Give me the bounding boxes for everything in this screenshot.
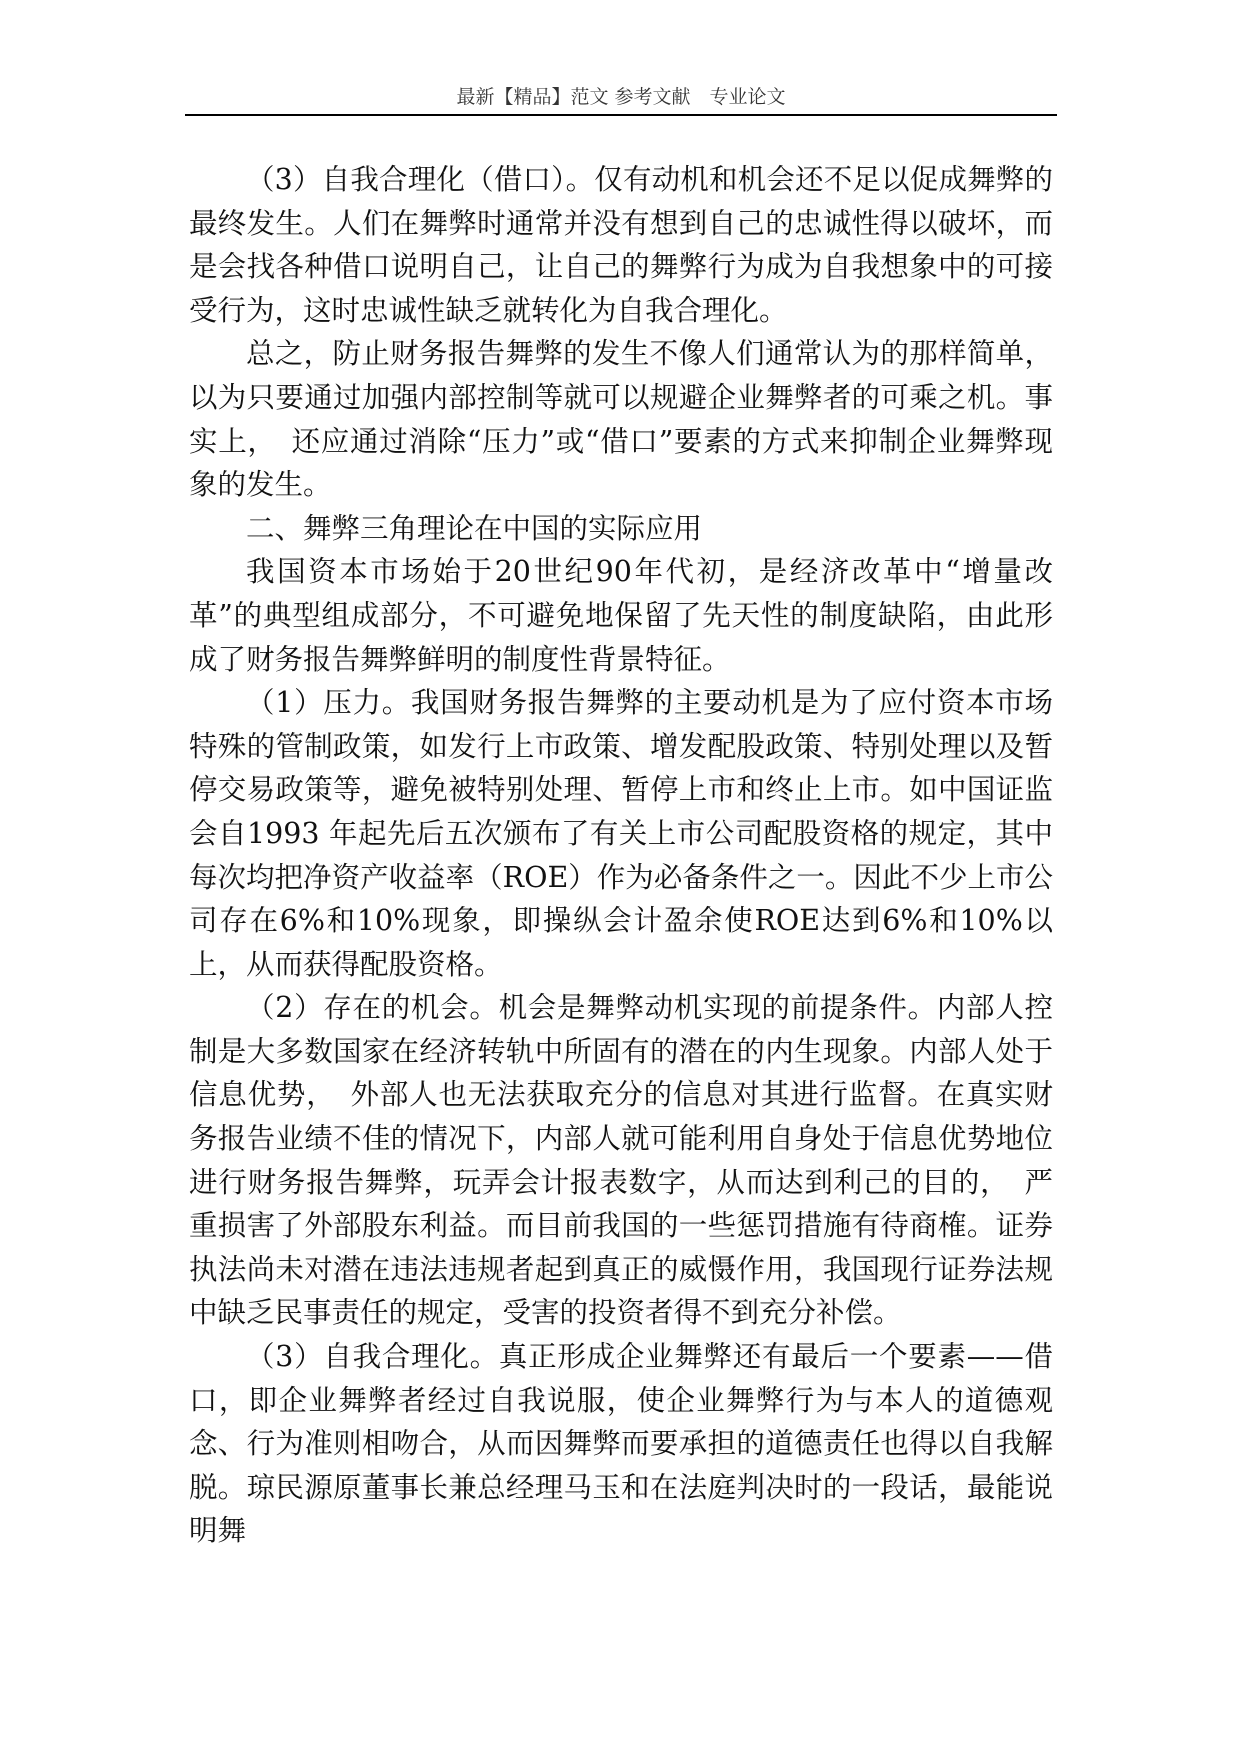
- paragraph-summary: 总之，防止财务报告舞弊的发生不像人们通常认为的那样简单，以为只要通过加强内部控制等就可以规避企业舞弊者的可乘之机。事实上， 还应通过消除“压力”或“借口”要素的方式来抑制企业舞弊现象的发生。: [189, 337, 1053, 502]
- page-header: 最新【精品】范文 参考文献 专业论文: [456, 86, 786, 108]
- paragraph-opportunity: （2）存在的机会。机会是舞弊动机实现的前提条件。内部人控制是大多数国家在经济转轨中所固有的潜在的内生现象。内部人处于信息优势， 外部人也无法获取充分的信息对其进行监督。在真实财务报告业绩不佳的情况下，内部人就可能利用自身处于信息优势地位进行财务报告舞弊，玩弄会计报表数字，从而达到利己的目的， 严重损害了外部股东利益。而目前我国的一些惩罚措施有待商榷。证券执法尚未对潜在违法违规者起到真正的威慑作用，我国现行证券法规中缺乏民事责任的规定，受害的投资者得不到充分补偿。: [189, 991, 1053, 1330]
- paragraph-self-rationalization-theory: （3）自我合理化（借口）。仅有动机和机会还不足以促成舞弊的最终发生。人们在舞弊时通常并没有想到自己的忠诚性得以破坏，而是会找各种借口说明自己，让自己的舞弊行为成为自我想象中的可接受行为，这时忠诚性缺乏就转化为自我合理化。: [189, 163, 1053, 327]
- paragraph-self-rationalization: （3）自我合理化。真正形成企业舞弊还有最后一个要素——借口，即企业舞弊者经过自我说服，使企业舞弊行为与本人的道德观念、行为准则相吻合，从而因舞弊而要承担的道德责任也得以自我解脱。琼民源原董事长兼总经理马玉和在法庭判决时的一段话，最能说明舞: [189, 1340, 1053, 1548]
- paragraph-capital-market-background: 我国资本市场始于20世纪90年代初，是经济改革中“增量改革”的典型组成部分，不可避免地保留了先天性的制度缺陷，由此形成了财务报告舞弊鲜明的制度性背景特征。: [189, 555, 1053, 676]
- document-body: [189, 158, 1053, 1553]
- section-heading: 二、舞弊三角理论在中国的实际应用: [246, 511, 703, 545]
- header-divider: [185, 114, 1057, 116]
- paragraph-pressure: （1）压力。我国财务报告舞弊的主要动机是为了应付资本市场特殊的管制政策，如发行上市政策、增发配股政策、特别处理以及暂停交易政策等，避免被特别处理、暂停上市和终止上市。如中国证监会自1993 年起先后五次颁布了有关上市公司配股资格的规定，其中每次均把净资产收益率（ROE）作为必备条件之一。因此不少上市公司存在6%和10%现象，即操纵会计盈余使ROE达到6%和10%以上，从而获得配股资格。: [189, 686, 1053, 981]
